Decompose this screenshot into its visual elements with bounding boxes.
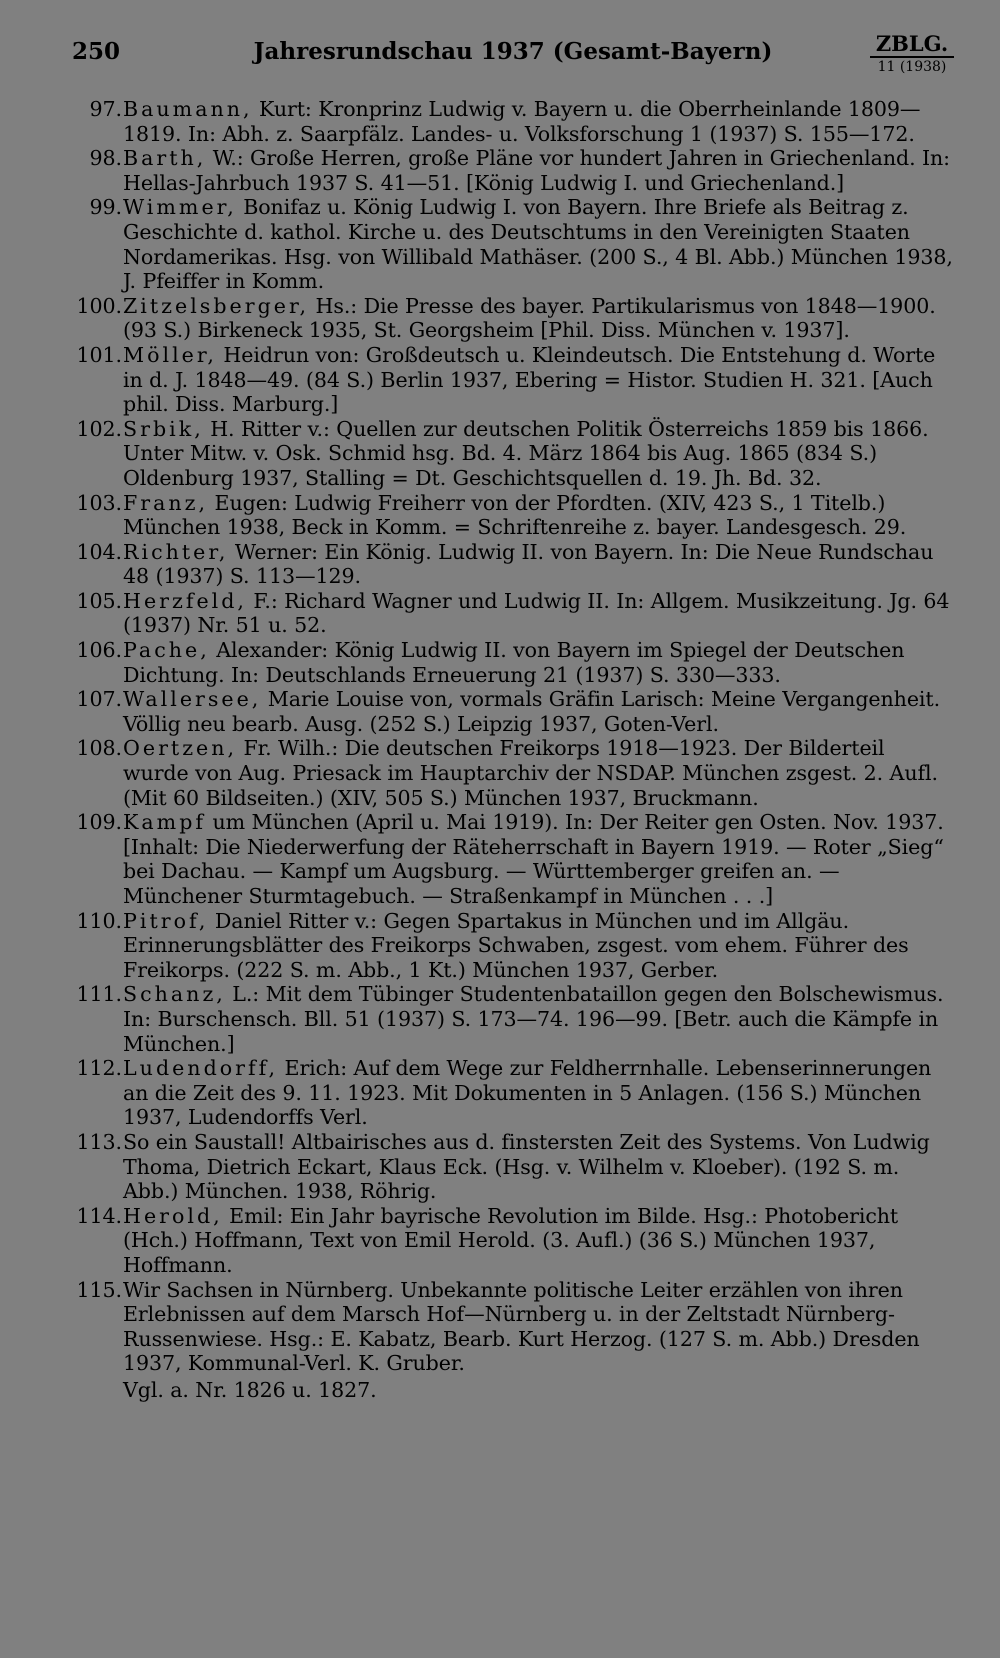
entry-number: 103. xyxy=(76,490,122,515)
entry-number: 112. xyxy=(76,1056,122,1081)
entry-number: 110. xyxy=(76,908,122,933)
entry-author: Zitzelsberger, xyxy=(123,293,310,318)
entry-number: 109. xyxy=(76,810,122,835)
entry-text: F.: Richard Wagner und Ludwig II. In: Allgem. Musikzeitung. Jg. 64 (1937) Nr. 51 u. 52. xyxy=(123,588,950,638)
entry-text: Daniel Ritter v.: Gegen Spartakus in München und im Allgäu. Erinnerungsblätter des Freikorps Schwaben, zsgest. vom ehem. Führer des Freikorps. (222 S. m. Abb., 1 Kt.) München 1937, Gerber. xyxy=(123,908,909,982)
entry-number: 97. xyxy=(89,97,122,121)
entry-number: 102. xyxy=(76,416,122,441)
entry-number: 111. xyxy=(76,982,122,1007)
bibliography-entry xyxy=(70,146,956,195)
entry-text: Bonifaz u. König Ludwig I. von Bayern. Ihre Briefe als Beitrag z. Geschichte d. kathol. Kirche u. des Deutschtums in den Vereinigten Staaten Nordamerikas. Hsg. von Willibald Mathäser. (200 S., 4 Bl. Abb.) München 1938, J. Pfeiffer in Komm. xyxy=(123,195,953,294)
entry-number: 113. xyxy=(76,1129,122,1154)
entry-number: 107. xyxy=(76,687,122,712)
entry-text: Alexander: König Ludwig II. von Bayern im Spiegel der Deutschen Dichtung. In: Deutschlands Erneuerung 21 (1937) S. 330—333. xyxy=(123,638,905,687)
bibliography-entry xyxy=(70,1278,956,1376)
entry-author: Schanz, xyxy=(123,982,226,1007)
entry-author: Barth, xyxy=(123,146,207,171)
entry-text: um München (April u. Mai 1919). In: Der Reiter gen Osten. Nov. 1937. [Inhalt: Die Niederwerfung der Räteherrschaft in Bayern 1919. — Roter „Sieg“ bei Dachau. — Kampf um Augsburg. — Württemberger greifen an. — Münchener Sturmtagebuch. — Straßenkampf in München . . .] xyxy=(123,810,944,908)
entry-text: Wir Sachsen in Nürnberg. Unbekannte politische Leiter erzählen von ihren Erlebnissen auf dem Marsch Hof—Nürnberg u. in der Zeltstadt Nürnberg-Russenwiese. Hsg.: E. Kabatz, Bearb. Kurt Herzog. (127 S. m. Abb.) Dresden 1937, Kommunal-Verl. K. Gruber. xyxy=(123,1277,920,1376)
running-title: Jahresrundschau 1937 (Gesamt-Bayern) xyxy=(253,38,773,65)
entry-text: Marie Louise von, vormals Gräfin Larisch: Meine Vergangenheit. Völlig neu bearb. Ausg. (252 S.) Leipzig 1937, Goten-Verl. xyxy=(123,687,941,736)
entry-author: Kampf xyxy=(123,810,206,835)
entry-author: Herzfeld, xyxy=(123,588,247,613)
bibliography-entry xyxy=(70,1204,956,1278)
bibliography-entry xyxy=(70,195,956,293)
bibliography-entry xyxy=(70,687,956,736)
entry-author: Möller, xyxy=(123,342,217,367)
bibliography-entry xyxy=(70,540,956,589)
page-number: 250 xyxy=(72,38,121,65)
journal-code: ZBLG. xyxy=(875,31,949,56)
entry-text: Fr. Wilh.: Die deutschen Freikorps 1918—1923. Der Bilderteil wurde von Aug. Priesack im Hauptarchiv der NSDAP. München zsgest. 2. Aufl. (Mit 60 Bildseiten.) (XIV, 505 S.) München 1937, Bruckmann. xyxy=(123,736,938,810)
entry-text: Erich: Auf dem Wege zur Feldherrnhalle. Lebenserinnerungen an die Zeit des 9. 11. 1923. Mit Dokumenten in 5 Anlagen. (156 S.) München 1937, Ludendorffs Verl. xyxy=(123,1056,932,1130)
entry-number: 99. xyxy=(89,195,122,220)
entry-number: 108. xyxy=(76,736,122,761)
entry-author: Wimmer, xyxy=(123,195,237,220)
entry-text: So ein Saustall! Altbairisches aus d. finstersten Zeit des Systems. Von Ludwig Thoma, Dietrich Eckart, Klaus Eck. (Hsg. v. Wilhelm v. Kloeber). (192 S. m. Abb.) München. 1938, Röhrig. xyxy=(123,1129,930,1204)
entry-author: Herold, xyxy=(123,1203,223,1228)
entry-author: Srbik, xyxy=(123,416,204,441)
entry-author: Franz, xyxy=(123,490,209,515)
entry-text: Kurt: Kronprinz Ludwig v. Bayern u. die Oberrheinlande 1809—1819. In: Abh. z. Saarpfälz. Landes- u. Volksforschung 1 (1937) S. 155—172. xyxy=(123,97,921,146)
entry-author: Oertzen, xyxy=(123,736,238,761)
entry-number: 106. xyxy=(76,638,122,663)
entry-number: 98. xyxy=(89,146,122,171)
entry-number: 101. xyxy=(76,342,122,367)
bibliography-entry xyxy=(70,909,956,983)
entry-author: Wallersee, xyxy=(123,687,262,712)
bibliography-entry xyxy=(70,294,956,343)
entry-author: Baumann, xyxy=(123,97,253,121)
entry-number: 115. xyxy=(76,1277,122,1302)
journal-volume: 11 (1938) xyxy=(870,56,954,76)
entry-number: 114. xyxy=(76,1203,122,1228)
bibliography-entry xyxy=(70,491,956,540)
bibliography-entry xyxy=(70,736,956,810)
entry-text: Eugen: Ludwig Freiherr von der Pfordten. (XIV, 423 S., 1 Titelb.) München 1938, Beck in Komm. = Schriftenreihe z. bayer. Landesgesch. 29. xyxy=(123,490,907,540)
entry-text: W.: Große Herren, große Pläne vor hundert Jahren in Griechenland. In: Hellas-Jahrbuch 1937 S. 41—51. [König Ludwig I. und Griechenland.] xyxy=(123,146,951,195)
bibliography-entry xyxy=(70,97,956,146)
entry-number: 105. xyxy=(76,588,122,613)
bibliography-entry xyxy=(70,417,956,491)
cross-reference-note: Vgl. a. Nr. 1826 u. 1827. xyxy=(123,1377,377,1402)
bibliography-list xyxy=(70,97,956,1423)
bibliography-entry xyxy=(70,810,956,908)
entry-text: Hs.: Die Presse des bayer. Partikularismus von 1848—1900. (93 S.) Birkeneck 1935, St. Georgsheim [Phil. Diss. München v. 1937]. xyxy=(123,293,936,343)
entry-text: Werner: Ein König. Ludwig II. von Bayern. In: Die Neue Rundschau 48 (1937) S. 113—129. xyxy=(123,539,934,589)
entry-text: Heidrun von: Großdeutsch u. Kleindeutsch. Die Entstehung d. Worte in d. J. 1848—49. (84 S.) Berlin 1937, Ebering = Histor. Studien H. 321. [Auch phil. Diss. Marburg.] xyxy=(123,342,936,417)
bibliography-entry xyxy=(70,1056,956,1130)
bibliography-entry xyxy=(70,343,956,417)
entry-text: H. Ritter v.: Quellen zur deutschen Politik Österreichs 1859 bis 1866. Unter Mitw. v. Osk. Schmid hsg. Bd. 4. März 1864 bis Aug. 1865 (834 S.) Oldenburg 1937, Stalling = Dt. Geschichtsquellen d. 19. Jh. Bd. 32. xyxy=(123,416,929,490)
bibliography-entry xyxy=(70,982,956,1056)
entry-text: Emil: Ein Jahr bayrische Revolution im Bilde. Hsg.: Photobericht (Hch.) Hoffmann, Text von Emil Herold. (3. Aufl.) (36 S.) München 1937, Hoffmann. xyxy=(123,1203,899,1277)
bibliography-entry xyxy=(70,638,956,687)
entry-text: L.: Mit dem Tübinger Studentenbataillon gegen den Bolschewismus. In: Burschensch. Bll. 51 (1937) S. 173—74. 196—99. [Betr. auch die Kämpfe in München.] xyxy=(123,982,944,1056)
journal-reference xyxy=(870,32,954,76)
entry-number: 104. xyxy=(76,539,122,564)
bibliography-entry xyxy=(70,589,956,638)
entry-author: Ludendorff, xyxy=(123,1056,279,1081)
entry-number: 100. xyxy=(76,293,122,318)
page-header xyxy=(70,32,956,80)
bibliography-entry xyxy=(70,1130,956,1204)
entry-author: Pitrof, xyxy=(123,908,209,933)
entry-author: Richter, xyxy=(123,539,229,564)
entry-author: Pache, xyxy=(123,638,210,663)
